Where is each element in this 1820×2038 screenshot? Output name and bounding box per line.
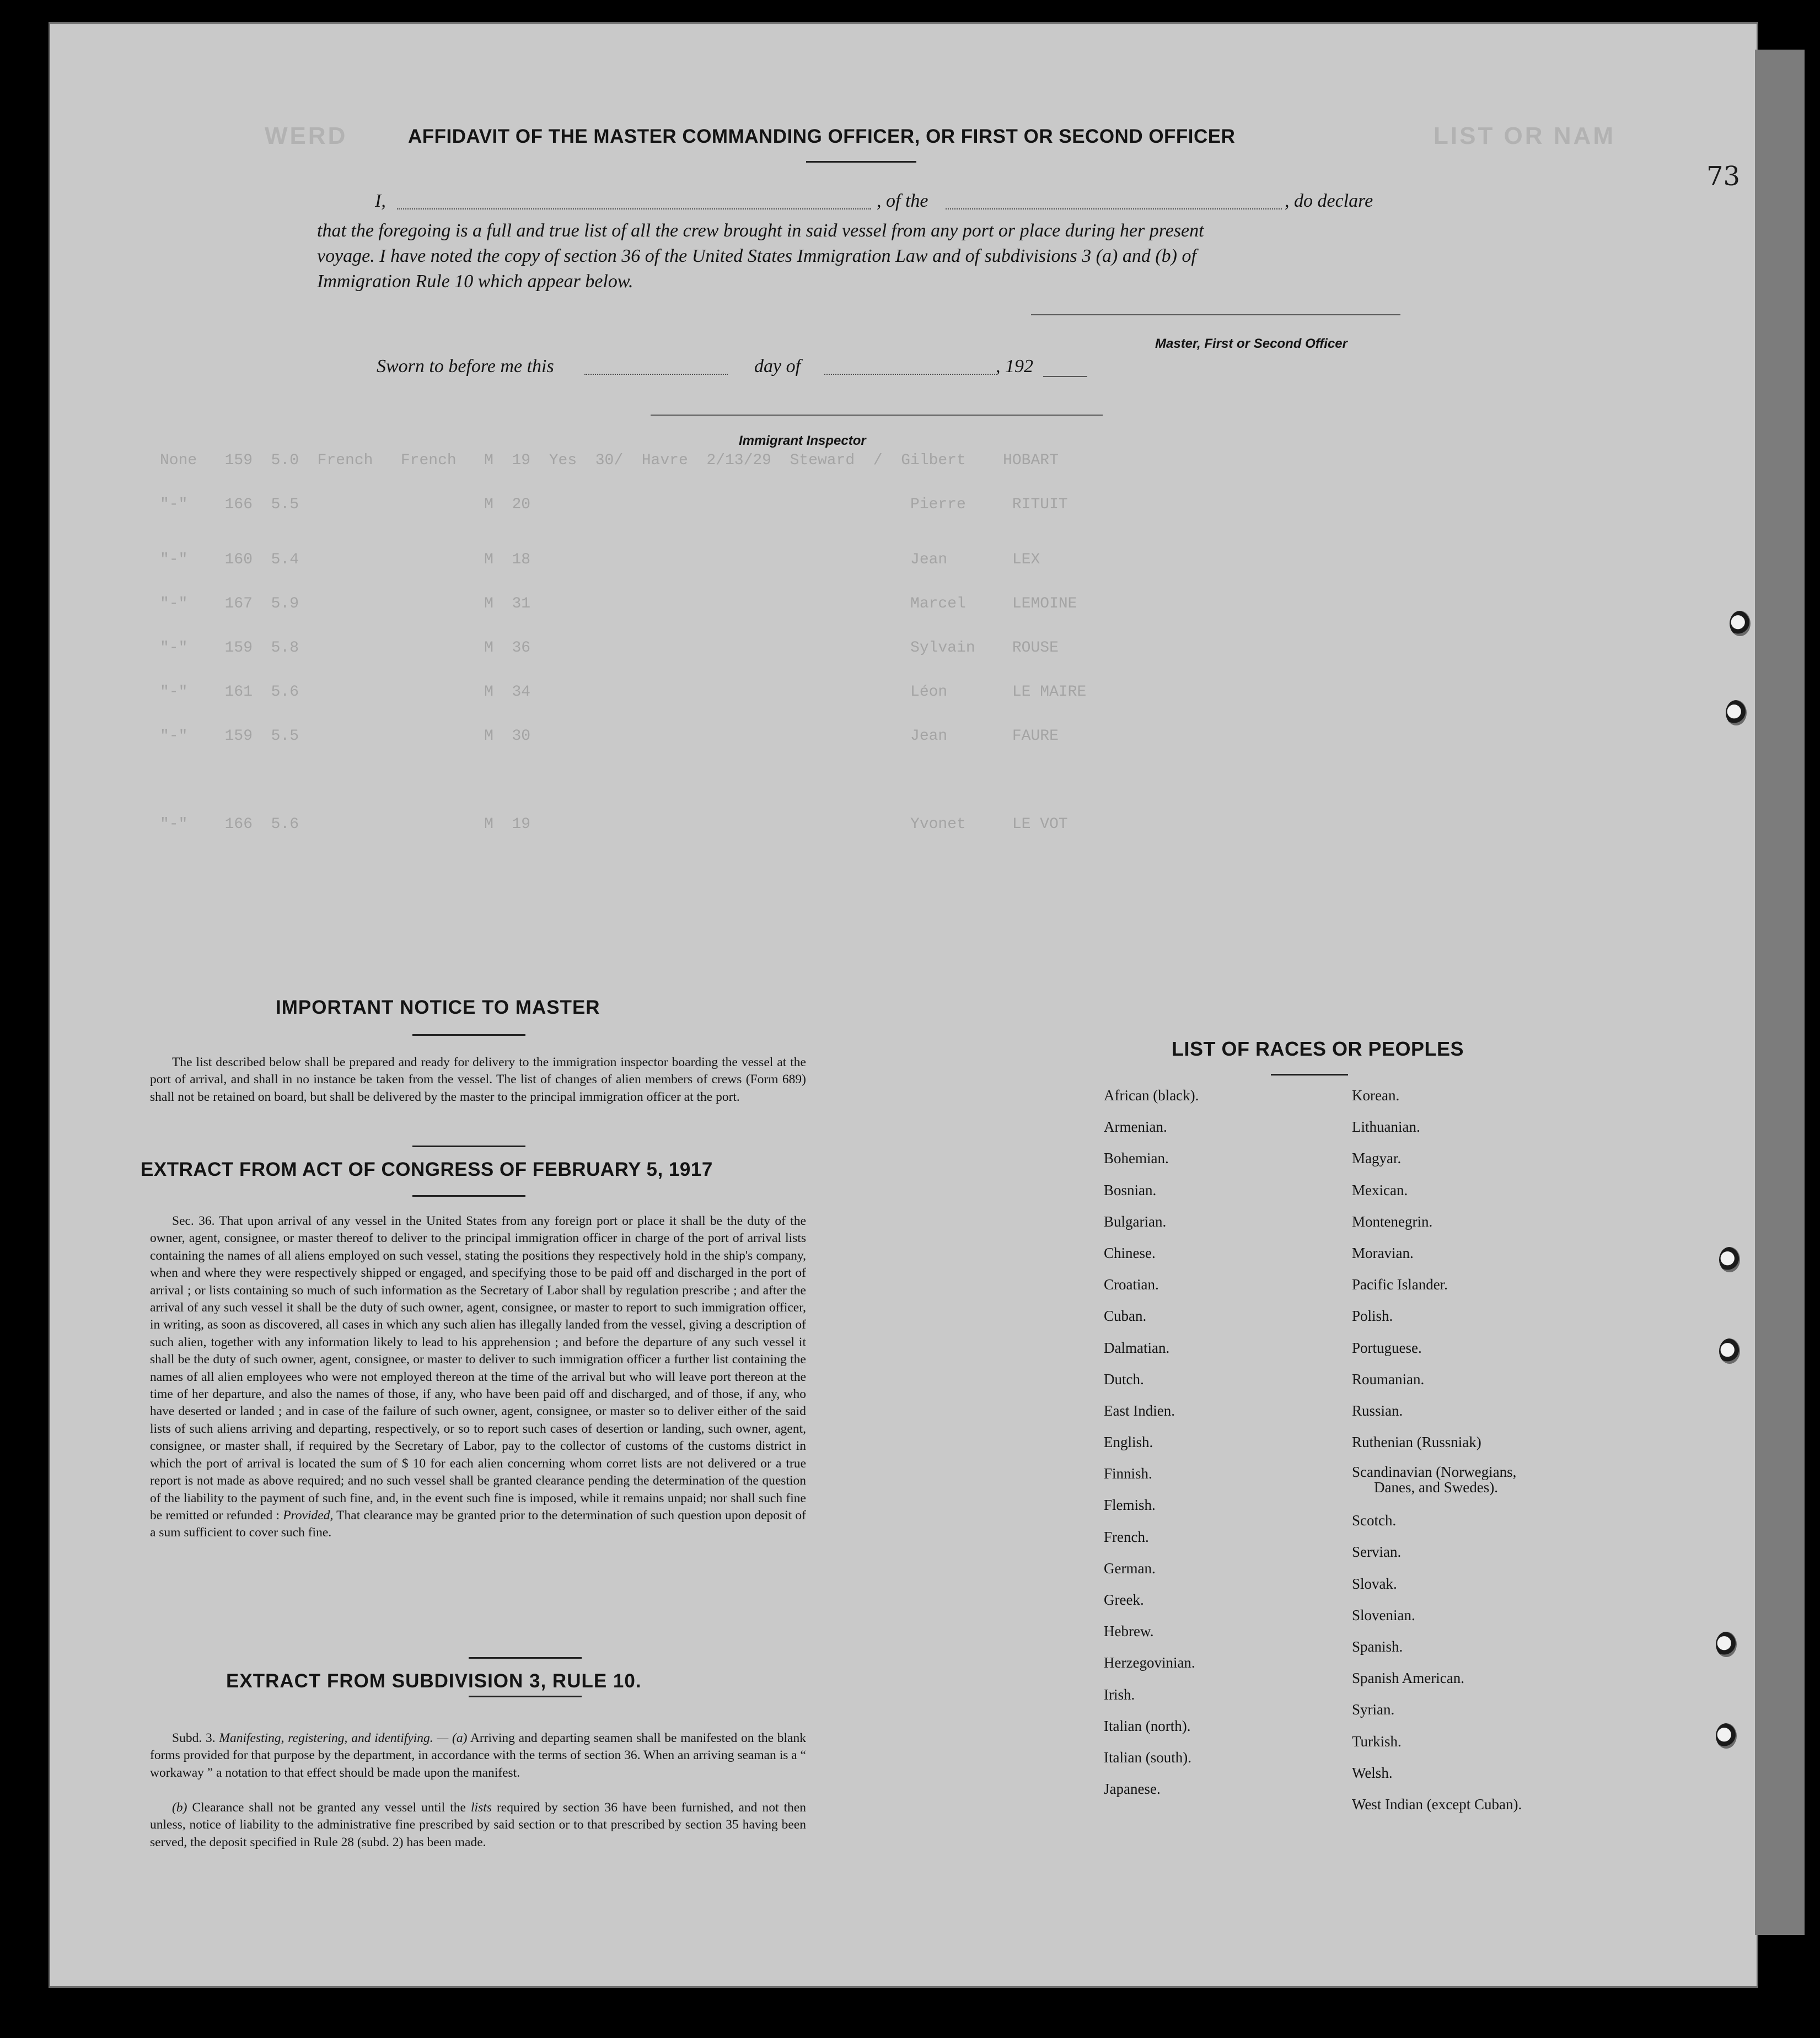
rule-title-underline xyxy=(469,1696,582,1697)
race-item: Mexican. xyxy=(1352,1181,1408,1198)
inspector-signature-line[interactable] xyxy=(651,415,1103,416)
punch-hole xyxy=(1726,700,1747,725)
race-item: Croatian. xyxy=(1104,1276,1159,1293)
declarant-name-blank[interactable] xyxy=(397,208,871,209)
bleed-through-row: "-" 159 5.5 M 30 Jean FAURE xyxy=(160,728,1059,745)
affidavit-declare: , do declare xyxy=(1285,191,1373,211)
races-right-column xyxy=(1352,1086,1522,1826)
race-item: Scotch. xyxy=(1352,1512,1397,1529)
race-item: Spanish American. xyxy=(1352,1670,1464,1687)
race-item: Japanese. xyxy=(1104,1781,1161,1798)
race-item: Finnish. xyxy=(1104,1465,1152,1482)
affidavit-line-2: that the foregoing is a full and true list of all the crew brought in said vessel from any port or place during her present xyxy=(317,221,1204,241)
race-item: Montenegrin. xyxy=(1352,1213,1433,1230)
bleed-through-row: "-" 166 5.5 M 20 Pierre RITUIT xyxy=(160,496,1068,513)
page-number: 73 xyxy=(1706,161,1741,192)
race-item: Armenian. xyxy=(1104,1119,1167,1136)
inspector-caption: Immigrant Inspector xyxy=(739,433,866,448)
affidavit-line-3: voyage. I have noted the copy of section 36 of the United States Immigration Law and of subdivisions 3 (a) and (b) of xyxy=(317,246,1196,266)
race-item: Bosnian. xyxy=(1104,1181,1157,1198)
race-item: Servian. xyxy=(1352,1544,1402,1561)
races-title: LIST OF RACES OR PEOPLES xyxy=(1172,1037,1464,1060)
race-item: African (black). xyxy=(1104,1087,1199,1104)
affidavit-of-the: , of the xyxy=(877,191,928,211)
master-caption: Master, First or Second Officer xyxy=(1155,336,1347,351)
race-item: Magyar. xyxy=(1352,1150,1402,1167)
title-underline xyxy=(806,161,916,163)
notice-underline xyxy=(412,1034,525,1036)
race-item: Irish. xyxy=(1104,1686,1135,1703)
race-item: Greek. xyxy=(1104,1591,1144,1608)
race-item: Slovenian. xyxy=(1352,1606,1415,1623)
race-item: Korean. xyxy=(1352,1087,1400,1104)
sworn-day-blank[interactable] xyxy=(584,374,728,375)
bleed-through-row: "-" 167 5.9 M 31 Marcel LEMOINE xyxy=(160,595,1077,612)
bleed-through-row: "-" 166 5.6 M 19 Yvonet LE VOT xyxy=(160,816,1068,833)
race-item: German. xyxy=(1104,1560,1156,1577)
race-item: Lithuanian. xyxy=(1352,1119,1420,1136)
act-title-underline xyxy=(412,1195,525,1197)
race-item: Turkish. xyxy=(1352,1733,1402,1750)
race-item: East Indien. xyxy=(1104,1402,1175,1419)
race-item: French. xyxy=(1104,1528,1149,1545)
race-item: Portuguese. xyxy=(1352,1339,1422,1356)
race-item: Slovak. xyxy=(1352,1575,1397,1592)
notice-text: The list described below shall be prepared and ready for delivery to the immigration inspector boarding the vessel at the port of arrival, and shall in no instance be taken from the vessel. The list of changes of alien members of crews (Form 689) shall not be retained on board, but shall be delivered by the master to the principal immigration officer at the port. xyxy=(150,1055,806,1104)
affidavit-line-4: Immigration Rule 10 which appear below. xyxy=(317,271,633,292)
race-item: Bohemian. xyxy=(1104,1150,1169,1167)
sworn-month-blank[interactable] xyxy=(824,374,995,375)
act-section-36-text: Sec. 36. That upon arrival of any vessel in the United States from any foreign port or place it shall be the duty of the owner, agent, consignee, or master thereof to deliver to the principal immigration officer in charge of the port of arrival lists containing the names of all aliens employed on such vessel, stating the positions they respectively hold in the ship's company, when and where they were respectively shipped or engaged, and specifying those to be paid off and discharged in the port of arrival ; or lists containing so much of such information as the Secretary of Labor shall by regulation prescribe ; and after the arrival of any such vessel it shall be the duty of such owner, agent, consignee, or master to report to such immigration officer, in writing, as soon as discovered, all cases in which any such alien has illegally landed from the vessel, giving a description of such alien, together with any information likely to lead to his apprehension ; and before the departure of any such vessel it shall be the duty of such owner, agent, consignee, or master to deliver to such immigration officer a further list containing the names of all alien employees who were not employed thereon at the time of the arrival but who will leave port thereon at the time of her departure, and also the names of those, if any, who have been paid off and discharged, and of those, if any, who have deserted or landed ; and in case of the failure of such owner, agent, consignee, or master so to deliver either of the said lists of such aliens arriving and departing, respectively, or so to report such cases of desertion or landing, such owner, agent, consignee, or master shall, if required by the Secretary of Labor, pay to the collector of customs of the customs district in which the port of arrival is located the sum of $ 10 for each alien concerning whom corret lists are not delivered or a true report is not made as above required; and no such vessel shall be granted clearance pending the determination of the question of the liability to the payment of such fine, and, in the event such fine is imposed, while it remains unpaid; nor shall such fine be remitted or refunded : Provided, That clearance may be granted prior to the determination of such question upon deposit of a sum sufficient to cover such fine. xyxy=(150,1214,807,1540)
punch-hole xyxy=(1716,1723,1737,1749)
punch-hole xyxy=(1716,1632,1737,1657)
race-item: Polish. xyxy=(1352,1308,1393,1325)
notice-title: IMPORTANT NOTICE TO MASTER xyxy=(276,997,600,1018)
race-item: Moravian. xyxy=(1352,1244,1414,1261)
race-item: Chinese. xyxy=(1104,1244,1156,1261)
bleed-through-row: "-" 159 5.8 M 36 Sylvain ROUSE xyxy=(160,639,1059,657)
affidavit-i: I, xyxy=(375,191,386,211)
page-edge xyxy=(1755,50,1805,1935)
rule-subdivision-b-text: (b) Clearance shall not be granted any vessel until the lists required by section 36 have been furnished, and not then unless, notice of liability to the administrative fine prescribed by said section or to that prescribed by section 35 having been served, the deposit specified in Rule 28 (subd. 2) has been made. xyxy=(150,1800,806,1849)
race-item: Welsh. xyxy=(1352,1764,1393,1781)
section-divider xyxy=(469,1657,582,1659)
bleed-through-row: None 159 5.0 French French M 19 Yes 30/ Havre 2/13/29 Steward / Gilbert HOBART xyxy=(160,452,1059,469)
bleed-through-row: "-" 161 5.6 M 34 Léon LE MAIRE xyxy=(160,684,1087,701)
race-item: Herzegovinian. xyxy=(1104,1654,1195,1671)
race-item: Pacific Islander. xyxy=(1352,1276,1448,1293)
affidavit-title: AFFIDAVIT OF THE MASTER COMMANDING OFFICER, OR FIRST OR SECOND OFFICER xyxy=(408,126,1236,147)
race-item: Hebrew. xyxy=(1104,1623,1154,1640)
act-extract-title: EXTRACT FROM ACT OF CONGRESS OF FEBRUARY 5, 1917 xyxy=(141,1159,713,1180)
race-item: Russian. xyxy=(1352,1402,1403,1419)
punch-hole xyxy=(1719,1338,1740,1364)
race-item: Roumanian. xyxy=(1352,1370,1425,1388)
race-item: Bulgarian. xyxy=(1104,1213,1167,1230)
race-item: West Indian (except Cuban). xyxy=(1352,1795,1522,1813)
bleed-through-row: "-" 160 5.4 M 18 Jean LEX xyxy=(160,551,1040,568)
rule-subdivision-a-text: Subd. 3. Manifesting, registering, and identifying. — (a) Arriving and departing seamen shall be manifested on the blank forms provided for that purpose by the department, in accordance with the terms of section 36. When an arriving seaman is a “ workaway ” a notation to that effect should be made upon the manifest. xyxy=(150,1731,807,1780)
races-left-column xyxy=(1104,1086,1199,1811)
year-label: , 192 xyxy=(996,356,1033,377)
section-divider xyxy=(412,1146,525,1147)
sworn-label: Sworn to before me this xyxy=(377,356,554,377)
races-title-underline xyxy=(1271,1074,1348,1076)
year-blank[interactable] xyxy=(1043,376,1087,377)
rule-extract-title: EXTRACT FROM SUBDIVISION 3, RULE 10. xyxy=(226,1670,642,1692)
day-of-label: day of xyxy=(754,356,801,377)
punch-hole xyxy=(1730,611,1751,636)
race-item: Syrian. xyxy=(1352,1701,1395,1718)
punch-hole xyxy=(1719,1247,1740,1272)
race-item: Spanish. xyxy=(1352,1638,1403,1655)
race-item: Ruthenian (Russniak) xyxy=(1352,1434,1481,1451)
race-item: Flemish. xyxy=(1104,1497,1156,1514)
race-item-scandinavian: Scandinavian (Norwegians, Danes, and Swedes). xyxy=(1352,1464,1517,1496)
race-item: Dutch. xyxy=(1104,1370,1144,1388)
master-signature-line[interactable] xyxy=(1031,314,1400,315)
race-item: Dalmatian. xyxy=(1104,1339,1170,1356)
vessel-name-blank[interactable] xyxy=(946,208,1282,209)
bleed-through-heading-right: LIST OR NAM xyxy=(1434,122,1615,149)
bleed-through-heading-left: WERD xyxy=(265,122,348,149)
race-item: Cuban. xyxy=(1104,1308,1147,1325)
race-item: Italian (south). xyxy=(1104,1749,1191,1766)
race-item: Italian (north). xyxy=(1104,1717,1191,1734)
race-item: English. xyxy=(1104,1434,1153,1451)
